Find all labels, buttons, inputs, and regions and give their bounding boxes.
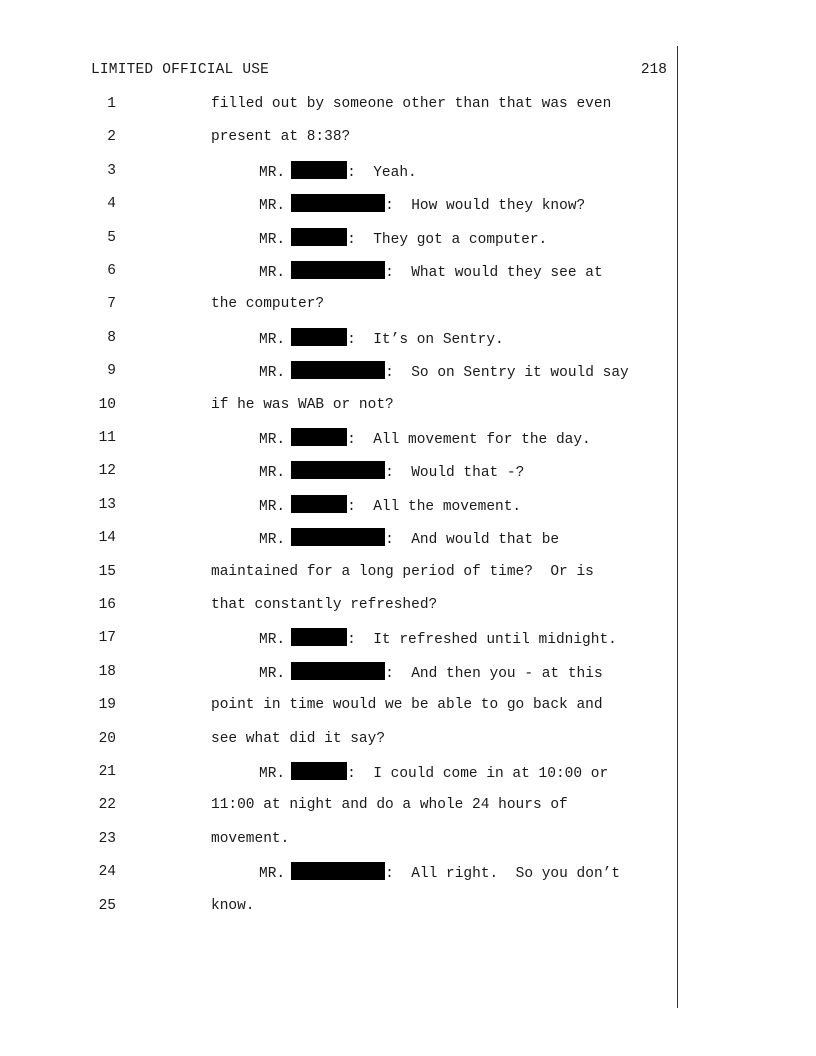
speaker-prefix: MR. bbox=[259, 766, 286, 782]
speaker-prefix: MR. bbox=[259, 666, 286, 682]
speaker-turn bbox=[259, 328, 504, 350]
speaker-text: : How would they know? bbox=[385, 198, 586, 214]
speaker-turn bbox=[259, 495, 521, 517]
redaction-box bbox=[291, 628, 347, 646]
speaker-turn bbox=[259, 862, 620, 884]
speaker-text: : And would that be bbox=[385, 532, 560, 548]
speaker-prefix: MR. bbox=[259, 532, 286, 548]
speaker-prefix: MR. bbox=[259, 499, 286, 515]
speaker-text: : All right. So you don’t bbox=[385, 866, 621, 882]
redaction-box bbox=[291, 161, 347, 179]
speaker-text: : It refreshed until midnight. bbox=[347, 632, 617, 648]
speaker-text: : Yeah. bbox=[347, 165, 417, 181]
line-text: maintained for a long period of time? Or is bbox=[211, 564, 594, 580]
redaction-box bbox=[291, 194, 385, 212]
speaker-turn bbox=[259, 762, 608, 784]
line-number: 9 bbox=[107, 363, 116, 379]
line-number: 20 bbox=[98, 731, 116, 747]
redaction-box bbox=[291, 328, 347, 346]
line-number: 10 bbox=[98, 397, 116, 413]
line-number: 8 bbox=[107, 330, 116, 346]
speaker-turn bbox=[259, 662, 603, 684]
line-number: 4 bbox=[107, 196, 116, 212]
speaker-prefix: MR. bbox=[259, 432, 286, 448]
speaker-prefix: MR. bbox=[259, 265, 286, 281]
transcript-line bbox=[0, 896, 680, 916]
line-number: 7 bbox=[107, 296, 116, 312]
transcript-line bbox=[0, 495, 680, 515]
speaker-text: : And then you - at this bbox=[385, 666, 603, 682]
line-number: 1 bbox=[107, 96, 116, 112]
transcript-line bbox=[0, 194, 680, 214]
speaker-text: : They got a computer. bbox=[347, 232, 548, 248]
line-number: 2 bbox=[107, 129, 116, 145]
redaction-box bbox=[291, 261, 385, 279]
speaker-turn bbox=[259, 228, 547, 250]
line-number: 15 bbox=[98, 564, 116, 580]
line-text: that constantly refreshed? bbox=[211, 597, 438, 613]
line-number: 3 bbox=[107, 163, 116, 179]
transcript-line bbox=[0, 228, 680, 248]
line-text: movement. bbox=[211, 831, 290, 847]
redaction-box bbox=[291, 528, 385, 546]
redaction-box bbox=[291, 495, 347, 513]
speaker-text: : Would that -? bbox=[385, 465, 525, 481]
line-number: 23 bbox=[98, 831, 116, 847]
redaction-box bbox=[291, 662, 385, 680]
line-number: 17 bbox=[98, 630, 116, 646]
speaker-prefix: MR. bbox=[259, 465, 286, 481]
classification-marking: LIMITED OFFICIAL USE bbox=[91, 62, 270, 78]
speaker-prefix: MR. bbox=[259, 332, 286, 348]
redaction-box bbox=[291, 361, 385, 379]
speaker-prefix: MR. bbox=[259, 198, 286, 214]
speaker-turn bbox=[259, 528, 559, 550]
speaker-text: : All the movement. bbox=[347, 499, 522, 515]
speaker-turn bbox=[259, 628, 617, 650]
line-text: know. bbox=[211, 898, 255, 914]
speaker-turn bbox=[259, 261, 603, 283]
transcript-line bbox=[0, 161, 680, 181]
transcript-line bbox=[0, 628, 680, 648]
redaction-box bbox=[291, 862, 385, 880]
transcript-line bbox=[0, 862, 680, 882]
speaker-text: : What would they see at bbox=[385, 265, 603, 281]
line-number: 16 bbox=[98, 597, 116, 613]
transcript-line bbox=[0, 395, 680, 415]
transcript-line bbox=[0, 361, 680, 381]
line-text: 11:00 at night and do a whole 24 hours of bbox=[211, 797, 568, 813]
transcript-line bbox=[0, 695, 680, 715]
speaker-prefix: MR. bbox=[259, 632, 286, 648]
transcript-line bbox=[0, 829, 680, 849]
line-text: the computer? bbox=[211, 296, 325, 312]
speaker-turn bbox=[259, 428, 591, 450]
transcript-line bbox=[0, 328, 680, 348]
line-number: 19 bbox=[98, 697, 116, 713]
line-number: 12 bbox=[98, 463, 116, 479]
line-text: present at 8:38? bbox=[211, 129, 351, 145]
speaker-turn bbox=[259, 194, 585, 216]
transcript-line bbox=[0, 428, 680, 448]
line-number: 21 bbox=[98, 764, 116, 780]
transcript-line bbox=[0, 461, 680, 481]
speaker-prefix: MR. bbox=[259, 165, 286, 181]
line-number: 22 bbox=[98, 797, 116, 813]
transcript-line bbox=[0, 294, 680, 314]
line-number: 6 bbox=[107, 263, 116, 279]
speaker-text: : It’s on Sentry. bbox=[347, 332, 504, 348]
line-number: 13 bbox=[98, 497, 116, 513]
redaction-box bbox=[291, 428, 347, 446]
redaction-box bbox=[291, 228, 347, 246]
speaker-turn bbox=[259, 461, 524, 483]
line-text: if he was WAB or not? bbox=[211, 397, 394, 413]
transcript-line bbox=[0, 729, 680, 749]
line-number: 5 bbox=[107, 230, 116, 246]
transcript-line bbox=[0, 795, 680, 815]
transcript-line bbox=[0, 762, 680, 782]
redaction-box bbox=[291, 762, 347, 780]
speaker-prefix: MR. bbox=[259, 365, 286, 381]
speaker-text: : I could come in at 10:00 or bbox=[347, 766, 609, 782]
line-number: 18 bbox=[98, 664, 116, 680]
line-number: 11 bbox=[98, 430, 116, 446]
transcript-line bbox=[0, 662, 680, 682]
line-text: see what did it say? bbox=[211, 731, 386, 747]
line-number: 25 bbox=[98, 898, 116, 914]
transcript-line bbox=[0, 127, 680, 147]
line-number: 24 bbox=[98, 864, 116, 880]
speaker-prefix: MR. bbox=[259, 232, 286, 248]
transcript-line bbox=[0, 528, 680, 548]
transcript-line bbox=[0, 562, 680, 582]
redaction-box bbox=[291, 461, 385, 479]
line-number: 14 bbox=[98, 530, 116, 546]
speaker-prefix: MR. bbox=[259, 866, 286, 882]
speaker-turn bbox=[259, 361, 629, 383]
line-text: filled out by someone other than that was even bbox=[211, 96, 612, 112]
speaker-text: : So on Sentry it would say bbox=[385, 365, 629, 381]
transcript-line bbox=[0, 261, 680, 281]
speaker-text: : All movement for the day. bbox=[347, 432, 591, 448]
transcript-line bbox=[0, 94, 680, 114]
line-text: point in time would we be able to go back and bbox=[211, 697, 603, 713]
speaker-turn bbox=[259, 161, 417, 183]
page-number: 218 bbox=[640, 62, 667, 78]
transcript-line bbox=[0, 595, 680, 615]
